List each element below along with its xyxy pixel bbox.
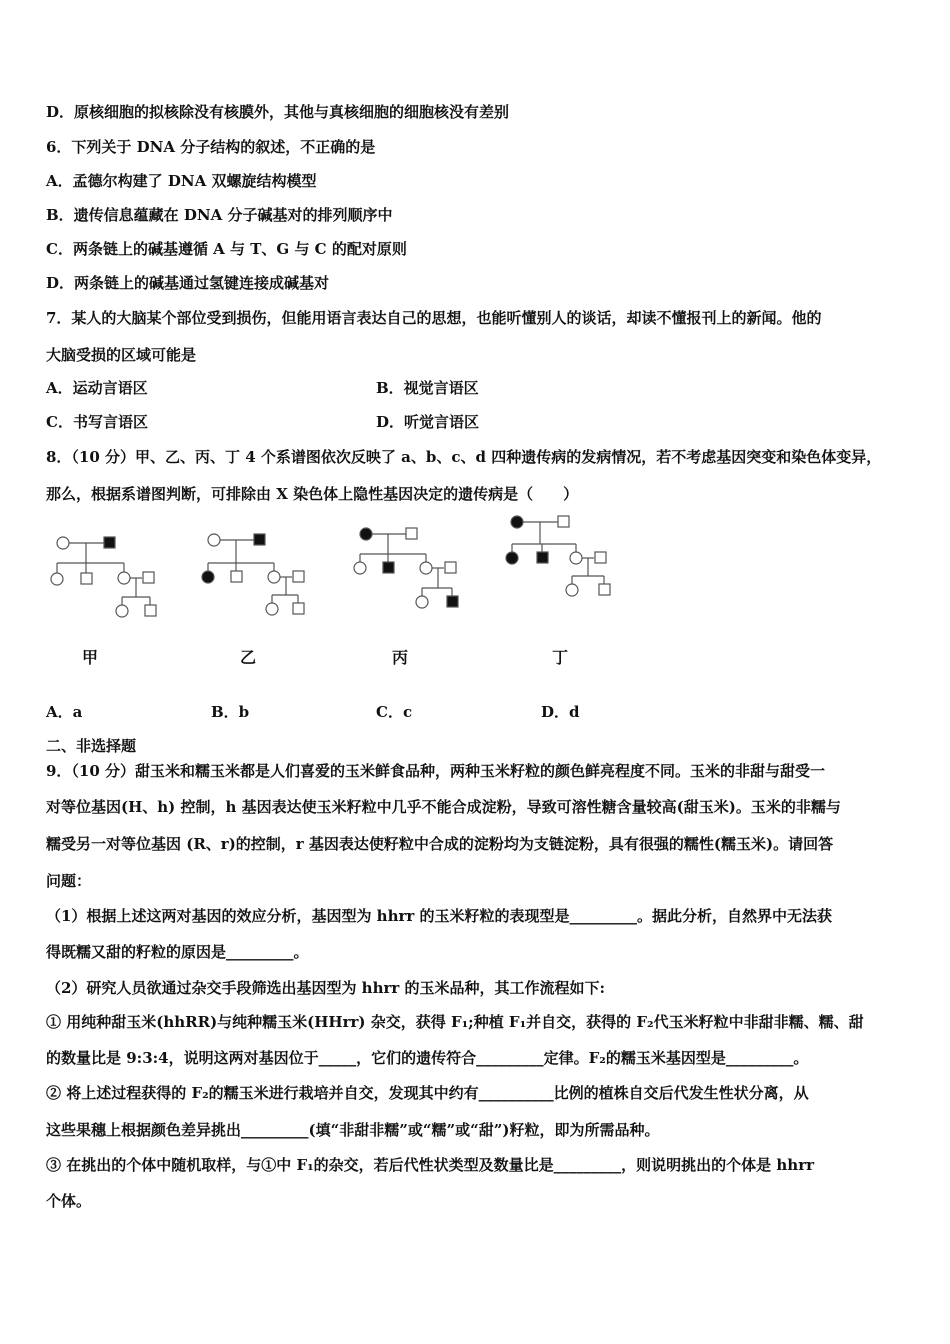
q9-step1-line1: ① 用纯种甜玉米(hhRR)与纯种糯玉米(HHrr) 杂交，获得 F₁;种植 F₁并自交，获得的 F₂代玉米籽粒中非甜非糯、糯、甜 (46, 1013, 864, 1031)
jia-parent-female (57, 537, 69, 549)
pedigree-yi (200, 525, 330, 625)
q9-step1-line2: 的数量比是 9:3:4，说明这两对基因位于_____，它们的遗传符合_________定律。F₂的糯玉米基因型是_________。 (46, 1049, 809, 1067)
q9-part1-line2: 得既糯又甜的籽粒的原因是_________。 (46, 943, 309, 961)
q9-part1-line1: （1）根据上述这两对基因的效应分析，基因型为 hhrr 的玉米籽粒的表现型是_________。据此分析，自然界中无法获 (46, 907, 833, 925)
q6-option-c: C．两条链上的碱基遵循 A 与 T、G 与 C 的配对原则 (46, 240, 407, 258)
q9-line1: 9．（10 分）甜玉米和糯玉米都是人们喜爱的玉米鲜食品种，两种玉米籽粒的颜色鲜亮程度不同。玉米的非甜与甜受一 (46, 762, 826, 780)
q8-option-a: A．a (46, 703, 83, 721)
q7-option-d: D．听觉言语区 (376, 413, 480, 431)
pedigree-ding (500, 510, 630, 610)
q6-option-d: D．两条链上的碱基通过氢键连接成碱基对 (46, 274, 330, 292)
section-2-heading: 二、非选择题 (46, 737, 137, 755)
q8-option-c: C．c (376, 703, 413, 721)
q7-option-a: A．运动言语区 (46, 379, 148, 397)
q8-option-b: B．b (211, 703, 250, 721)
q9-step2-line1: ② 将上述过程获得的 F₂的糯玉米进行栽培并自交，发现其中约有__________比例的植株自交后代发生性状分离，从 (46, 1084, 809, 1102)
q9-line2: 对等位基因(H、h) 控制，h 基因表达使玉米籽粒中几乎不能合成淀粉，导致可溶性糖含量较高(甜玉米)。玉米的非糯与 (46, 798, 841, 816)
pedigree-label-bing: 丙 (392, 648, 409, 667)
q6-option-b: B．遗传信息蕴藏在 DNA 分子碱基对的排列顺序中 (46, 206, 393, 224)
pedigree-label-yi: 乙 (240, 648, 257, 667)
q6-stem: 6．下列关于 DNA 分子结构的叙述，不正确的是 (46, 138, 376, 156)
pedigree-label-ding: 丁 (552, 648, 569, 667)
q9-line4: 问题： (46, 872, 92, 890)
q7-option-b: B．视觉言语区 (376, 379, 479, 397)
q7-option-c: C．书写言语区 (46, 413, 148, 431)
q8-stem-line1: 8．（10 分）甲、乙、丙、丁 4 个系谱图依次反映了 a、b、c、d 四种遗传病的发病情况，若不考虑基因突变和染色体变异， (46, 448, 882, 466)
q8-option-d: D．d (541, 703, 580, 721)
q9-line3: 糯受另一对等位基因 (R、r)的控制，r 基因表达使籽粒中合成的淀粉均为支链淀粉，具有很强的糯性(糯玉米)。请回答 (46, 835, 834, 853)
q7-stem-line2: 大脑受损的区域可能是 (46, 346, 197, 364)
pedigree-jia (44, 525, 174, 625)
q9-step3-line1: ③ 在挑出的个体中随机取样，与①中 F₁的杂交，若后代性状类型及数量比是_________，则说明挑出的个体是 hhrr (46, 1156, 815, 1174)
q6-option-a: A．孟德尔构建了 DNA 双螺旋结构模型 (46, 172, 317, 190)
q9-part2: （2）研究人员欲通过杂交手段筛选出基因型为 hhrr 的玉米品种，其工作流程如下: (46, 979, 606, 997)
q9-step3-line2: 个体。 (46, 1192, 92, 1210)
q5-option-d: D．原核细胞的拟核除没有核膜外，其他与真核细胞的细胞核没有差别 (46, 103, 510, 121)
q7-stem-line1: 7．某人的大脑某个部位受到损伤，但能用语言表达自己的思想，也能听懂别人的谈话，却读不懂报刊上的新闻。他的 (46, 309, 822, 327)
q8-stem-line2: 那么，根据系谱图判断，可排除由 X 染色体上隐性基因决定的遗传病是（ ） (46, 485, 579, 503)
pedigree-bing (348, 520, 478, 615)
jia-parent-male-affected (104, 537, 115, 548)
q9-step2-line2: 这些果穗上根据颜色差异挑出_________(填“非甜非糯”或“糯”或“甜”)籽粒，即为所需品种。 (46, 1121, 660, 1139)
pedigree-label-jia: 甲 (82, 648, 99, 667)
